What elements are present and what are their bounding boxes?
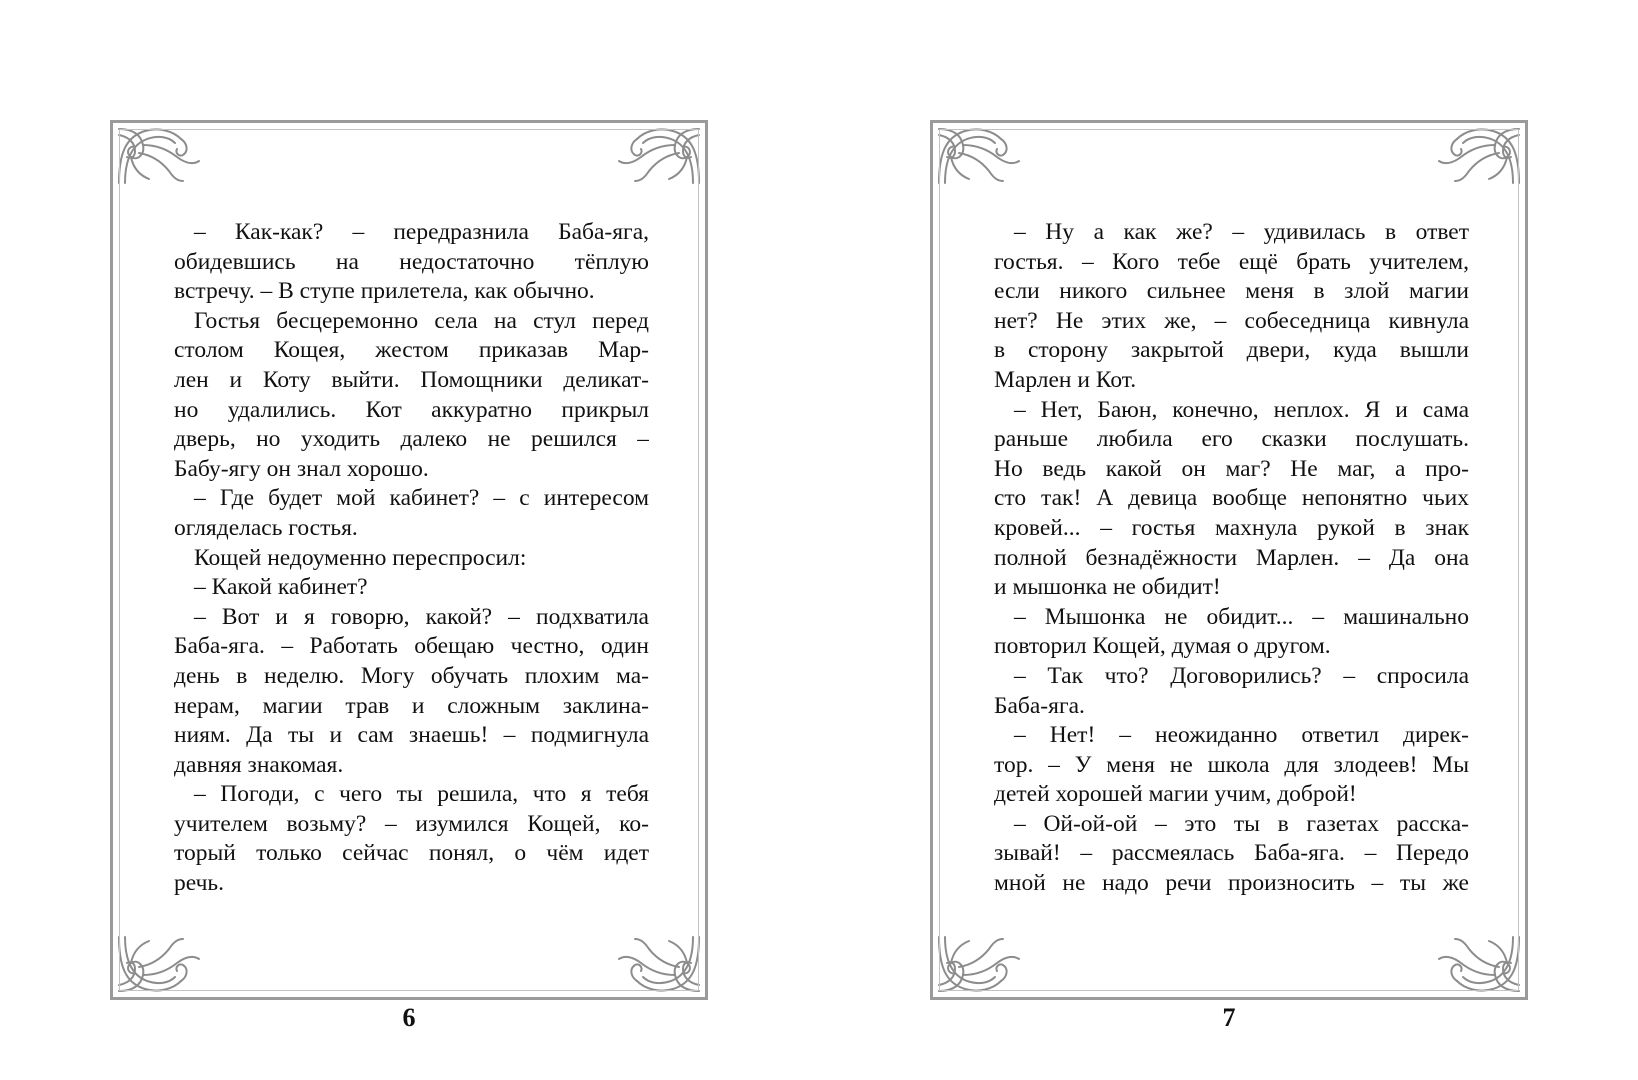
page-number-right: 7 <box>1222 1003 1236 1032</box>
text-line: – Вот и я говорю, какой? – подхватила <box>194 603 649 630</box>
text-line: повторил Кощей, думая о другом. <box>994 633 1331 660</box>
text-line: Гостья бесцеремонно села на стул перед <box>194 307 649 334</box>
text-line: – Какой кабинет? <box>194 574 368 601</box>
text-line: мной не надо речи произносить – ты же <box>994 870 1469 897</box>
text-line: нет? Не этих же, – собеседница кивнула <box>994 307 1469 334</box>
text-line: Марлен и Кот. <box>994 366 1137 393</box>
text-line: торый только сейчас понял, о чём идет <box>174 840 649 867</box>
text-line: кровей... – гостья махнула рукой в знак <box>994 514 1469 541</box>
text-line: речь. <box>174 870 225 897</box>
corner-ornament-icon <box>1437 935 1523 995</box>
right-page-text <box>994 218 1469 899</box>
text-line: полной безнадёжности Марлен. – Да она <box>994 544 1469 571</box>
text-line: – Ну а как же? – удивилась в ответ <box>1014 219 1469 245</box>
left-page-text <box>174 218 649 899</box>
text-line: гостья. – Кого тебе ещё брать учителем, <box>994 248 1469 275</box>
text-line: – Нет, Баюн, конечно, неплох. Я и сама <box>1014 396 1469 423</box>
text-line: учителем возьму? – изумился Кощей, ко- <box>174 810 649 837</box>
text-line: Кощей недоуменно переспросил: <box>194 544 527 571</box>
text-line: ниям. Да ты и сам знаешь! – подмигнула <box>174 722 649 749</box>
text-line: столом Кощея, жестом приказав Мар- <box>174 337 649 364</box>
text-line: – Погоди, с чего ты решила, что я тебя <box>194 781 649 808</box>
corner-ornament-icon <box>1437 125 1523 185</box>
text-line: но удалились. Кот аккуратно прикрыл <box>174 396 649 423</box>
text-line: Баба-яга. – Работать обещаю честно, один <box>174 633 649 660</box>
text-line: Но ведь какой он маг? Не маг, а про- <box>994 455 1469 482</box>
text-line: – Ой-ой-ой – это ты в газетах расска- <box>1014 810 1469 837</box>
text-line: – Где будет мой кабинет? – с интересом <box>194 485 649 512</box>
text-line: нерам, магии трав и сложным заклина- <box>174 692 649 719</box>
text-line: сто так! А девица вообще непонятно чьих <box>994 485 1469 512</box>
text-line: день в неделю. Могу обучать плохим ма- <box>174 662 649 689</box>
text-line: встречу. – В ступе прилетела, как обычно. <box>174 278 595 305</box>
text-line: тор. – У меня не школа для злодеев! Мы <box>994 751 1469 778</box>
corner-ornament-icon <box>617 935 703 995</box>
text-line: раньше любила его сказки послушать. <box>994 426 1469 453</box>
page-number-left: 6 <box>402 1003 416 1032</box>
corner-ornament-icon <box>115 935 201 995</box>
text-line: давняя знакомая. <box>174 751 344 778</box>
text-line: – Мышонка не обидит... – машинально <box>1014 603 1469 630</box>
text-line: Баба-яга. <box>994 692 1085 719</box>
text-line: Бабу-ягу он знал хорошо. <box>174 455 429 482</box>
text-line: лен и Коту выйти. Помощники деликат- <box>174 366 649 393</box>
left-page <box>110 120 708 1000</box>
text-line: – Как-как? – передразнила Баба-яга, <box>194 219 649 245</box>
text-line: зывай! – рассмеялась Баба-яга. – Передо <box>994 840 1469 867</box>
text-line: огляделась гостья. <box>174 514 358 541</box>
text-line: обидевшись на недостаточно тёплую <box>174 248 649 275</box>
corner-ornament-icon <box>935 125 1021 185</box>
text-line: дверь, но уходить далеко не решился – <box>174 426 649 453</box>
text-line: детей хорошей магии учим, доброй! <box>994 781 1357 808</box>
right-page <box>930 120 1528 1000</box>
text-line: и мышонка не обидит! <box>994 574 1221 601</box>
text-line: в сторону закрытой двери, куда вышли <box>994 337 1469 364</box>
text-line: – Нет! – неожиданно ответил дирек- <box>1014 722 1469 749</box>
text-line: если никого сильнее меня в злой магии <box>994 278 1469 305</box>
text-line: – Так что? Договорились? – спросила <box>1014 662 1469 689</box>
corner-ornament-icon <box>935 935 1021 995</box>
corner-ornament-icon <box>617 125 703 185</box>
corner-ornament-icon <box>115 125 201 185</box>
